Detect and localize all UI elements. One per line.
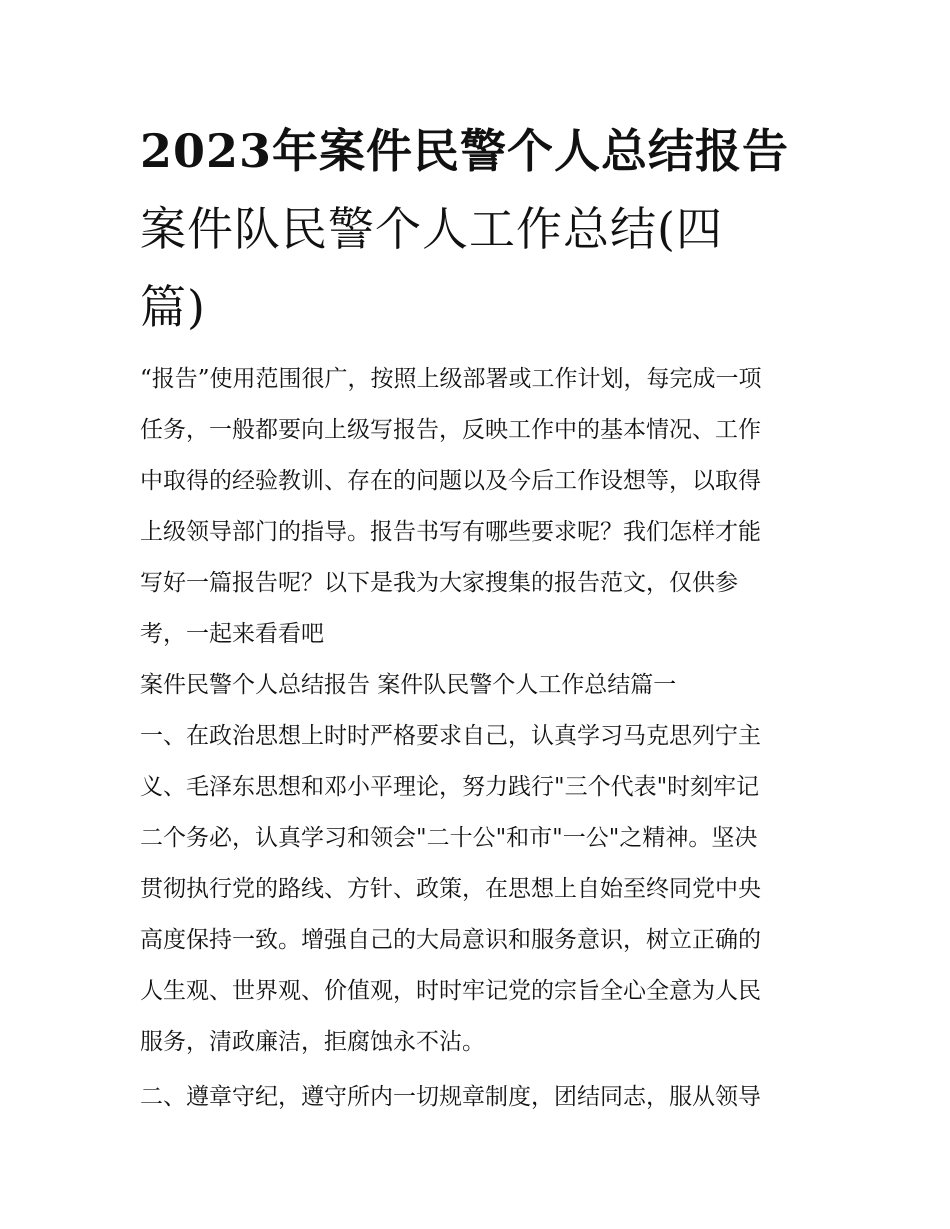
intro-paragraph bbox=[140, 354, 820, 660]
intro-line: “报告”使用范围很广，按照上级部署或工作计划，每完成一项 bbox=[140, 366, 762, 392]
intro-line: 任务，一般都要向上级写报告，反映工作中的基本情况、工作 bbox=[140, 417, 761, 443]
intro-line: 中取得的经验教训、存在的问题以及今后工作设想等，以取得 bbox=[140, 468, 761, 494]
intro-line: 上级领导部门的指导。报告书写有哪些要求呢？我们怎样才能 bbox=[140, 519, 761, 545]
paragraph-line: 人生观、世界观、价值观，时时牢记党的宗旨全心全意为人民 bbox=[140, 978, 761, 1004]
paragraph-line: 义、毛泽东思想和邓小平理论，努力践行"三个代表"时刻牢记 bbox=[140, 774, 760, 800]
title-line-3: 篇) bbox=[140, 280, 206, 334]
paragraph-two bbox=[140, 1072, 820, 1123]
intro-line: 写好一篇报告呢？以下是我为大家搜集的报告范文，仅供参 bbox=[140, 570, 738, 596]
paragraph-line: 服务，清政廉洁，拒腐蚀永不沾。 bbox=[140, 1029, 485, 1055]
section-heading: 案件民警个人总结报告 案件队民警个人工作总结篇一 bbox=[140, 672, 677, 698]
intro-line: 考，一起来看看吧 bbox=[140, 621, 324, 647]
paragraph-line: 贯彻执行党的路线、方针、政策，在思想上自始至终同党中央 bbox=[140, 876, 761, 902]
document-body bbox=[140, 354, 820, 1123]
paragraph-line: 一、在政治思想上时时严格要求自己，认真学习马克思列宁主 bbox=[140, 723, 761, 749]
paragraph-line: 二个务必，认真学习和领会"二十公"和市"一公"之精神。坚决 bbox=[140, 825, 758, 851]
paragraph-line: 高度保持一致。增强自己的大局意识和服务意识，树立正确的 bbox=[140, 927, 761, 953]
document-title bbox=[140, 112, 820, 346]
title-line-2: 案件队民警个人工作总结(四 bbox=[140, 202, 723, 256]
title-line-1: 2023年案件民警个人总结报告 bbox=[140, 124, 790, 178]
paragraph-one bbox=[140, 711, 820, 1068]
paragraph-line: 二、遵章守纪，遵守所内一切规章制度，团结同志，服从领导 bbox=[140, 1084, 761, 1110]
